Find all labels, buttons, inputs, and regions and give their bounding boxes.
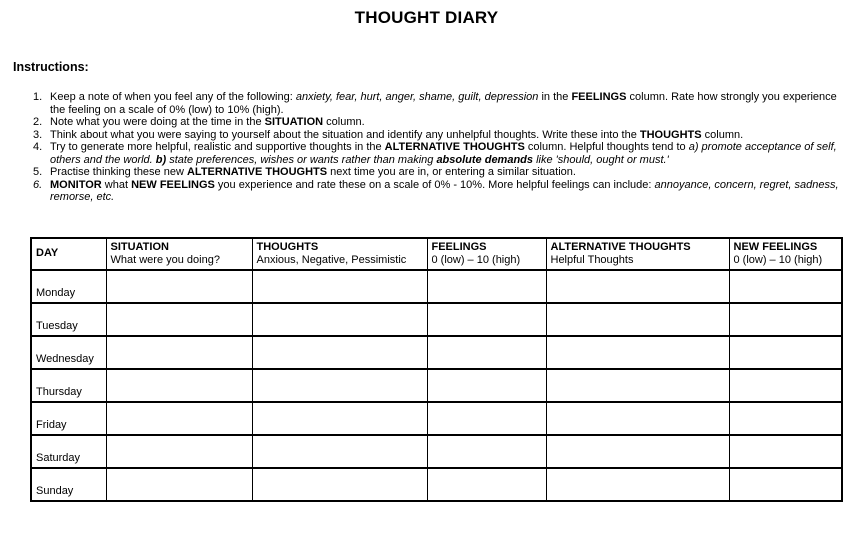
entry-cell-wednesday-feelings	[427, 336, 546, 369]
day-cell-monday: Monday	[31, 270, 106, 303]
instruction-number: 1.	[33, 91, 43, 103]
column-subtitle: 0 (low) – 10 (high)	[431, 253, 521, 266]
column-title: DAY	[36, 247, 59, 259]
column-subtitle: Helpful Thoughts	[550, 253, 634, 266]
instruction-segment: Practise thinking these new	[50, 166, 187, 178]
day-cell-friday: Friday	[31, 402, 106, 435]
entry-cell-tuesday-feelings	[427, 303, 546, 336]
entry-cell-thursday-new-feelings	[729, 369, 842, 402]
entry-cell-tuesday-situation	[106, 303, 252, 336]
column-subtitle: What were you doing?	[110, 253, 220, 266]
instruction-segment: anxiety, fear, hurt, anger, shame, guilt, depression	[295, 91, 539, 103]
instruction-segment: Try to generate more helpful, realistic and supportive thoughts in the	[50, 141, 385, 153]
page-title: THOUGHT DIARY	[354, 8, 499, 27]
instruction-segment: MONITOR	[50, 178, 102, 191]
entry-cell-thursday-thoughts	[252, 369, 427, 402]
table-row-thursday	[31, 369, 842, 402]
column-header-new-feelings	[729, 238, 842, 270]
table-row-saturday	[31, 435, 842, 468]
instruction-text	[50, 166, 847, 179]
entry-cell-saturday-thoughts	[252, 435, 427, 468]
instruction-item-6	[33, 179, 847, 204]
table-header-row	[31, 238, 842, 270]
column-header-thoughts	[252, 238, 427, 270]
entry-cell-friday-feelings	[427, 402, 546, 435]
instruction-segment: a) promote acceptance of self, others and the world.	[50, 141, 837, 166]
instruction-segment: SITUATION	[264, 116, 324, 128]
instruction-segment: column. Helpful thoughts tend to	[524, 141, 689, 153]
entry-cell-sunday-situation	[106, 468, 252, 501]
entry-cell-sunday-alternative-thoughts	[546, 468, 729, 501]
instruction-number: 5.	[33, 166, 43, 178]
column-title: SITUATION	[110, 240, 169, 253]
entry-cell-sunday-thoughts	[252, 468, 427, 501]
table-row-wednesday	[31, 336, 842, 369]
instruction-segment: annoyance, concern, regret, sadness, remorse, etc.	[50, 178, 839, 203]
column-header-day	[31, 238, 106, 270]
instruction-segment: column. Rate how strongly you experience the feeling on a scale of 0% (low) to 10% (high).	[50, 91, 837, 116]
entry-cell-monday-feelings	[427, 270, 546, 303]
instruction-segment: next time you are in, or entering a similar situation.	[327, 166, 576, 178]
instruction-segment: state preferences, wishes or wants rather than making	[166, 153, 437, 166]
instruction-segment: in the	[538, 91, 572, 103]
table-row-monday	[31, 270, 842, 303]
column-header-situation	[106, 238, 252, 270]
table-row-sunday	[31, 468, 842, 501]
instruction-segment: Keep a note of when you feel any of the following:	[50, 91, 296, 103]
entry-cell-saturday-situation	[106, 435, 252, 468]
entry-cell-sunday-new-feelings	[729, 468, 842, 501]
day-cell-tuesday: Tuesday	[31, 303, 106, 336]
day-cell-sunday: Sunday	[31, 468, 106, 501]
table-row-friday	[31, 402, 842, 435]
entry-cell-friday-situation	[106, 402, 252, 435]
column-title: NEW FEELINGS	[733, 240, 818, 253]
entry-cell-thursday-alternative-thoughts	[546, 369, 729, 402]
instruction-number: 3.	[33, 128, 43, 141]
instruction-segment: column.	[701, 128, 744, 141]
entry-cell-monday-situation	[106, 270, 252, 303]
instruction-number: 2.	[33, 116, 43, 128]
instruction-text	[50, 116, 847, 129]
instruction-segment: Think about what you were saying to yourself about the situation and identify any unhelpful thoughts. Write these into the	[50, 128, 640, 141]
column-subtitle: 0 (low) – 10 (high)	[733, 253, 823, 266]
day-cell-saturday: Saturday	[31, 435, 106, 468]
instruction-text	[50, 91, 847, 116]
instruction-segment: FEELINGS	[571, 91, 627, 103]
entry-cell-sunday-feelings	[427, 468, 546, 501]
instruction-segment: NEW FEELINGS	[131, 178, 215, 191]
instructions-list	[33, 91, 847, 204]
instruction-segment: b)	[155, 153, 167, 166]
instruction-segment: ALTERNATIVE THOUGHTS	[186, 166, 328, 178]
entry-cell-friday-new-feelings	[729, 402, 842, 435]
entry-cell-thursday-situation	[106, 369, 252, 402]
entry-cell-monday-alternative-thoughts	[546, 270, 729, 303]
instruction-segment: THOUGHTS	[639, 128, 702, 141]
thought-diary-table	[30, 237, 843, 502]
entry-cell-friday-alternative-thoughts	[546, 402, 729, 435]
column-header-alternative-thoughts	[546, 238, 729, 270]
table-body	[31, 270, 842, 501]
instruction-item-1	[33, 91, 847, 116]
instruction-number: 4.	[33, 141, 43, 153]
day-cell-thursday: Thursday	[31, 369, 106, 402]
instruction-item-4	[33, 141, 847, 166]
entry-cell-thursday-feelings	[427, 369, 546, 402]
entry-cell-tuesday-new-feelings	[729, 303, 842, 336]
instruction-item-2	[33, 116, 847, 129]
instruction-text	[50, 129, 847, 142]
entry-cell-wednesday-alternative-thoughts	[546, 336, 729, 369]
instruction-segment: what	[101, 178, 132, 191]
instruction-item-5	[33, 166, 847, 179]
entry-cell-wednesday-thoughts	[252, 336, 427, 369]
instruction-segment: you experience and rate these on a scale of 0% - 10%. More helpful feelings can include:	[214, 178, 655, 191]
entry-cell-saturday-alternative-thoughts	[546, 435, 729, 468]
entry-cell-tuesday-alternative-thoughts	[546, 303, 729, 336]
instructions-heading: Instructions:	[13, 60, 89, 74]
column-subtitle: Anxious, Negative, Pessimistic	[256, 253, 407, 266]
instruction-text	[50, 179, 847, 204]
instruction-segment: Note what you were doing at the time in the	[50, 116, 265, 128]
entry-cell-saturday-feelings	[427, 435, 546, 468]
entry-cell-saturday-new-feelings	[729, 435, 842, 468]
instruction-segment: absolute demands	[436, 153, 534, 166]
table-header	[31, 238, 842, 270]
entry-cell-wednesday-situation	[106, 336, 252, 369]
instruction-item-3	[33, 129, 847, 142]
column-header-feelings	[427, 238, 546, 270]
day-cell-wednesday: Wednesday	[31, 336, 106, 369]
instruction-segment: column.	[323, 116, 365, 128]
entry-cell-wednesday-new-feelings	[729, 336, 842, 369]
entry-cell-tuesday-thoughts	[252, 303, 427, 336]
entry-cell-monday-new-feelings	[729, 270, 842, 303]
instruction-text	[50, 141, 847, 166]
entry-cell-friday-thoughts	[252, 402, 427, 435]
table-row-tuesday	[31, 303, 842, 336]
column-title: THOUGHTS	[256, 240, 319, 253]
instruction-number: 6.	[33, 178, 43, 191]
entry-cell-monday-thoughts	[252, 270, 427, 303]
column-title: ALTERNATIVE THOUGHTS	[550, 240, 691, 253]
column-title: FEELINGS	[431, 240, 487, 253]
instruction-segment: ALTERNATIVE THOUGHTS	[384, 141, 525, 153]
instruction-segment: like 'should, ought or must.'	[533, 153, 669, 166]
